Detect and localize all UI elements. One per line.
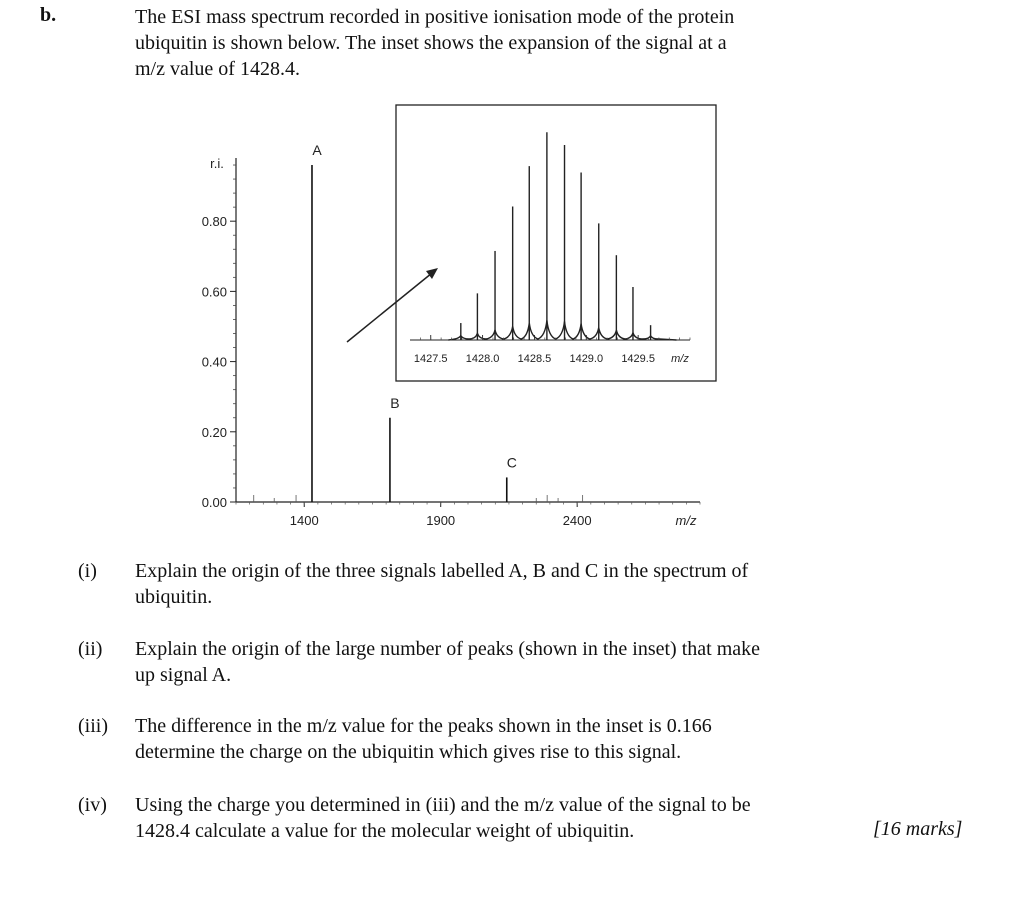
y-tick-label: 0.20 xyxy=(201,424,227,440)
x-tick-label: 2400 xyxy=(562,513,592,528)
subquestion-line: ubiquitin. xyxy=(135,586,213,608)
intro-line: ubiquitin is shown below. The inset shows the expansion of the signal at a xyxy=(135,32,727,54)
intro-line: m/z value of 1428.4. xyxy=(135,58,300,80)
inset-x-tick-label: 1429.5 xyxy=(621,353,655,365)
marks-label: [16 marks] xyxy=(873,818,963,840)
peak-label-c: C xyxy=(506,454,517,471)
question-label: b. xyxy=(40,4,57,26)
subquestion-number: (iii) xyxy=(78,715,108,737)
subquestion-line: Explain the origin of the large number of peaks (shown in the inset) that make xyxy=(135,638,761,660)
y-axis-label: r.i. xyxy=(210,156,224,171)
subquestion-line: up signal A. xyxy=(135,664,232,686)
inset-x-tick-label: 1429.0 xyxy=(569,353,604,365)
peak-label-b: B xyxy=(390,394,400,411)
subquestion-line: The difference in the m/z value for the peaks shown in the inset is 0.166 xyxy=(135,715,712,737)
y-tick-label: 0.00 xyxy=(201,495,227,510)
subquestion-number: (iv) xyxy=(78,794,107,816)
subquestion-text xyxy=(135,792,847,844)
y-tick-label: 0.40 xyxy=(201,354,227,370)
inset-x-axis-label: m/z xyxy=(671,353,689,365)
subquestion-text xyxy=(135,558,847,610)
subquestion-line: 1428.4 calculate a value for the molecular weight of ubiquitin. xyxy=(135,820,635,842)
intro-line: The ESI mass spectrum recorded in positive ionisation mode of the protein xyxy=(135,6,735,28)
y-tick-label: 0.80 xyxy=(201,214,227,230)
y-tick-label: 0.60 xyxy=(201,284,227,300)
subquestion-line: Using the charge you determined in (iii) and the m/z value of the signal to be xyxy=(135,794,751,816)
main-spectrum xyxy=(202,142,700,528)
peak-label-a: A xyxy=(312,142,322,159)
x-tick-label: 1400 xyxy=(289,513,319,528)
subquestion-text xyxy=(135,636,847,688)
subquestion-number: (i) xyxy=(78,560,97,582)
x-tick-label: 1900 xyxy=(426,513,456,528)
inset-x-tick-label: 1428.5 xyxy=(517,353,552,365)
subquestion-number: (ii) xyxy=(78,638,103,660)
subquestion-text xyxy=(135,713,847,765)
subquestion-line: Explain the origin of the three signals labelled A, B and C in the spectrum of xyxy=(135,560,749,582)
subquestion-line: determine the charge on the ubiquitin which gives rise to this signal. xyxy=(135,741,682,763)
inset-spectrum xyxy=(410,132,690,365)
inset-x-tick-label: 1428.0 xyxy=(465,353,500,365)
inset-x-tick-label: 1427.5 xyxy=(413,353,448,365)
inset-pointer-arrow xyxy=(347,268,438,342)
x-axis-label: m/z xyxy=(675,513,697,528)
